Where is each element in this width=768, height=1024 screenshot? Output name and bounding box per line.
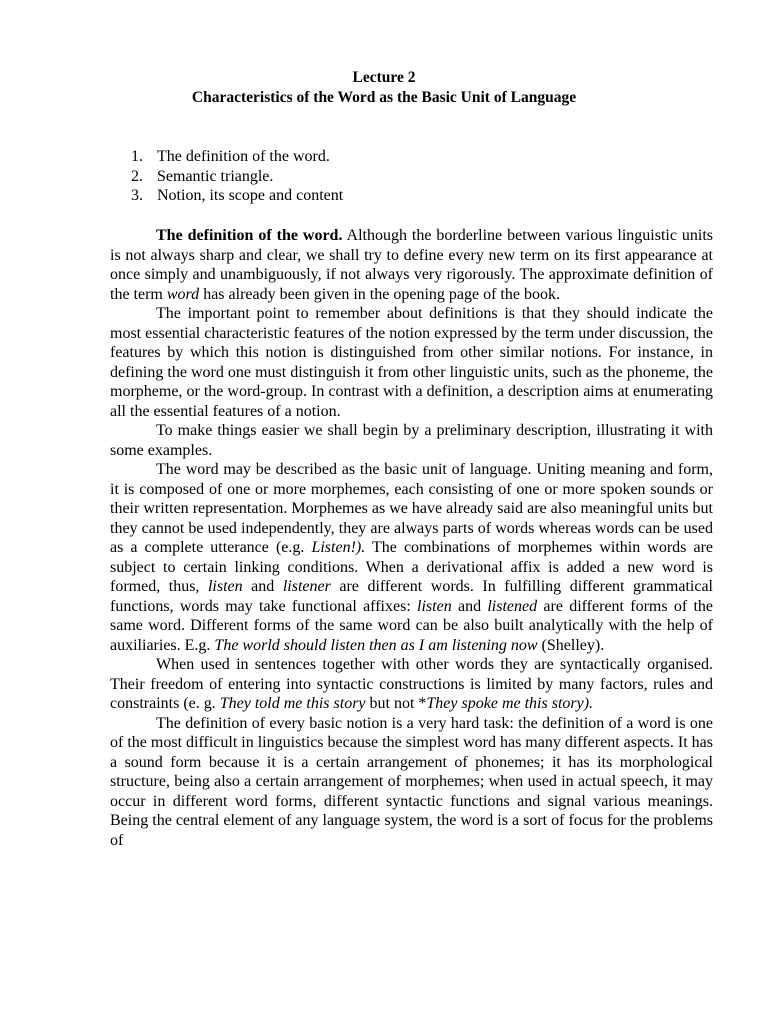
text-run: When used in sentences together with other words they are syntactically organised. Their freedom of entering into syntactic constructions is limited by many factors, rules and constraints (e. g. <box>110 656 713 712</box>
italic-example: listen <box>417 597 452 615</box>
paragraph-basic-unit <box>110 460 713 655</box>
paragraph-hard-task: The definition of every basic notion is a very hard task: the definition of a word is one of the most difficult in linguistics because the simplest word has many different aspects. It has a sound form because it is a certain arrangement of phonemes; it has its morphological structure, being also a certain arrangement of morphemes; when used in actual speech, it may occur in different word forms, different syntactic functions and signal various meanings. Being the central element of any language system, the word is a sort of focus for the problems of <box>110 714 713 849</box>
text-run: The word may be described as the basic unit of language. Uniting meaning and form, it is composed of one or more morphemes, each consisting of one or more spoken sounds or their written representation. Morphemes as we have already said are also meaningful units but they cannot be used independently, they are always parts of words whereas words can be used as a complete utterance (e.g. <box>110 461 713 556</box>
outline-text: Semantic triangle. <box>157 167 274 185</box>
text-run: are different words. In fulfilling different grammatical functions, words may take functional affixes: <box>110 578 714 615</box>
outline-text: The definition of the word. <box>157 148 330 165</box>
italic-example: They told me this story <box>219 695 366 712</box>
italic-example: listener <box>282 578 331 595</box>
paragraph-syntactic <box>110 655 713 714</box>
outline-text: Notion, its scope and content <box>157 187 344 204</box>
text-run: (Shelley). <box>537 636 605 654</box>
italic-example: listen <box>207 578 243 595</box>
lecture-title: Characteristics of the Word as the Basic Unit of Language <box>191 89 577 106</box>
italic-example: Listen!). <box>311 539 366 556</box>
outline-number: 3. <box>131 187 143 204</box>
text-run: are different forms of the same word. Different forms of the same word can be also built analytically with the help of auxiliaries. E.g. <box>110 597 714 654</box>
paragraph-definition <box>110 226 713 304</box>
title-block <box>0 68 768 108</box>
italic-term: word <box>166 285 200 303</box>
outline-item <box>131 167 343 187</box>
italic-example: They spoke me this story). <box>426 695 594 712</box>
lecture-number: Lecture 2 <box>352 69 416 86</box>
text-run: The combinations of morphemes within words are subject to certain linking conditions. When a derivational affix is added a new word is formed, thus, <box>110 539 713 595</box>
text-run: and <box>451 597 488 615</box>
outline-number: 1. <box>131 148 143 165</box>
text-run: Although the borderline between various linguistic units is not always sharp and clear, we shall try to define every new term on its first appearance at once simply and unambiguously, if not always very rigorously. The approximate definition of the term <box>110 227 714 303</box>
italic-example: listened <box>487 597 538 615</box>
text-run: and <box>242 578 283 595</box>
paragraph-definitions-point: The important point to remember about definitions is that they should indicate the most essential characteristic features of the notion expressed by the term under discussion, the features by which this notion is distinguished from other similar notions. For instance, in defining the word one must distinguish it from other linguistic units, such as the phoneme, the morpheme, or the word-group. In contrast with a definition, a description aims at enumerating all the essential features of a notion. <box>110 305 713 420</box>
body-text <box>110 226 713 850</box>
text-run: has already been given in the opening page of the book. <box>199 285 560 303</box>
section-heading: The definition of the word. <box>156 227 343 244</box>
italic-quote: The world should listen then as I am listening now <box>214 636 538 654</box>
outline-item <box>131 147 343 167</box>
outline-number: 2. <box>131 167 143 185</box>
text-run: but not * <box>365 695 427 712</box>
outline-list <box>131 147 343 206</box>
paragraph-preliminary: To make things easier we shall begin by a preliminary description, illustrating it with some examples. <box>110 422 713 459</box>
outline-item <box>131 186 343 206</box>
